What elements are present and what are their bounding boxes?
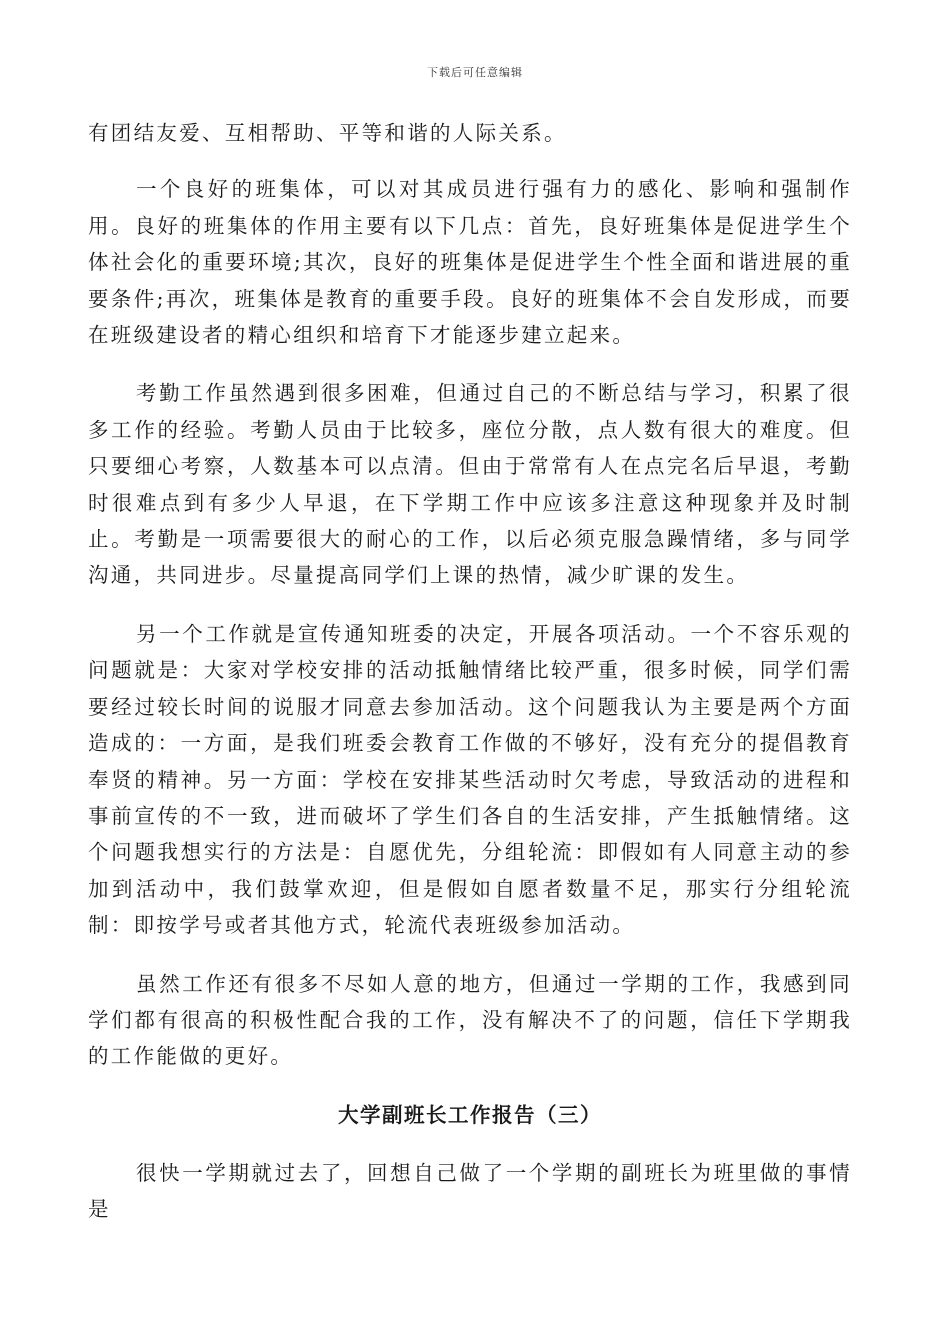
paragraph-summary: 虽然工作还有很多不尽如人意的地方，但通过一学期的工作，我感到同学们都有很高的积极性配合我的工作，没有解决不了的问题，信任下学期我的工作能做的更好。 — [88, 971, 852, 1069]
paragraph-activities: 另一个工作就是宣传通知班委的决定，开展各项活动。一个不容乐观的问题就是：大家对学校安排的活动抵触情绪比较严重，很多时候，同学们需要经过较长时间的说服才同意去参加活动。这个问题我认为主要是两个方面造成的：一方面，是我们班委会教育工作做的不够好，没有充分的提倡教育奉贤的精神。另一方面：学校在安排某些活动时欠考虑，导致活动的进程和事前宣传的不一致，进而破坏了学生们各自的生活安排，产生抵触情绪。这个问题我想实行的方法是：自愿优先，分组轮流：即假如有人同意主动的参加到活动中，我们鼓掌欢迎，但是假如自愿者数量不足，那实行分组轮流制：即按学号或者其他方式，轮流代表班级参加活动。 — [88, 621, 852, 938]
paragraph-attendance: 考勤工作虽然遇到很多困难，但通过自己的不断总结与学习，积累了很多工作的经验。考勤人员由于比较多，座位分散，点人数有很大的难度。但只要细心考察，人数基本可以点清。但由于常常有人在点完名后早退，考勤时很难点到有多少人早退，在下学期工作中应该多注意这种现象并及时制止。考勤是一项需要很大的耐心的工作，以后必须克服急躁情绪，多与同学沟通，共同进步。尽量提高同学们上课的热情，减少旷课的发生。 — [88, 381, 852, 588]
paragraph-continuation: 有团结友爱、互相帮助、平等和谐的人际关系。 — [88, 121, 567, 145]
section-title: 大学副班长工作报告（三） — [338, 1102, 602, 1127]
page-header: 下载后可任意编辑 — [427, 66, 523, 79]
document-body — [88, 115, 852, 1250]
paragraph-class-collective: 一个良好的班集体，可以对其成员进行强有力的感化、影响和强制作用。良好的班集体的作用主要有以下几点：首先，良好班集体是促进学生个体社会化的重要环境;其次，良好的班集体是促进学生个性全面和谐进展的重要条件;再次，班集体是教育的重要手段。良好的班集体不会自发形成，而要在班级建设者的精心组织和培育下才能逐步建立起来。 — [88, 177, 852, 348]
paragraph-closing: 很快一学期就过去了，回想自己做了一个学期的副班长为班里做的事情是 — [88, 1160, 852, 1222]
